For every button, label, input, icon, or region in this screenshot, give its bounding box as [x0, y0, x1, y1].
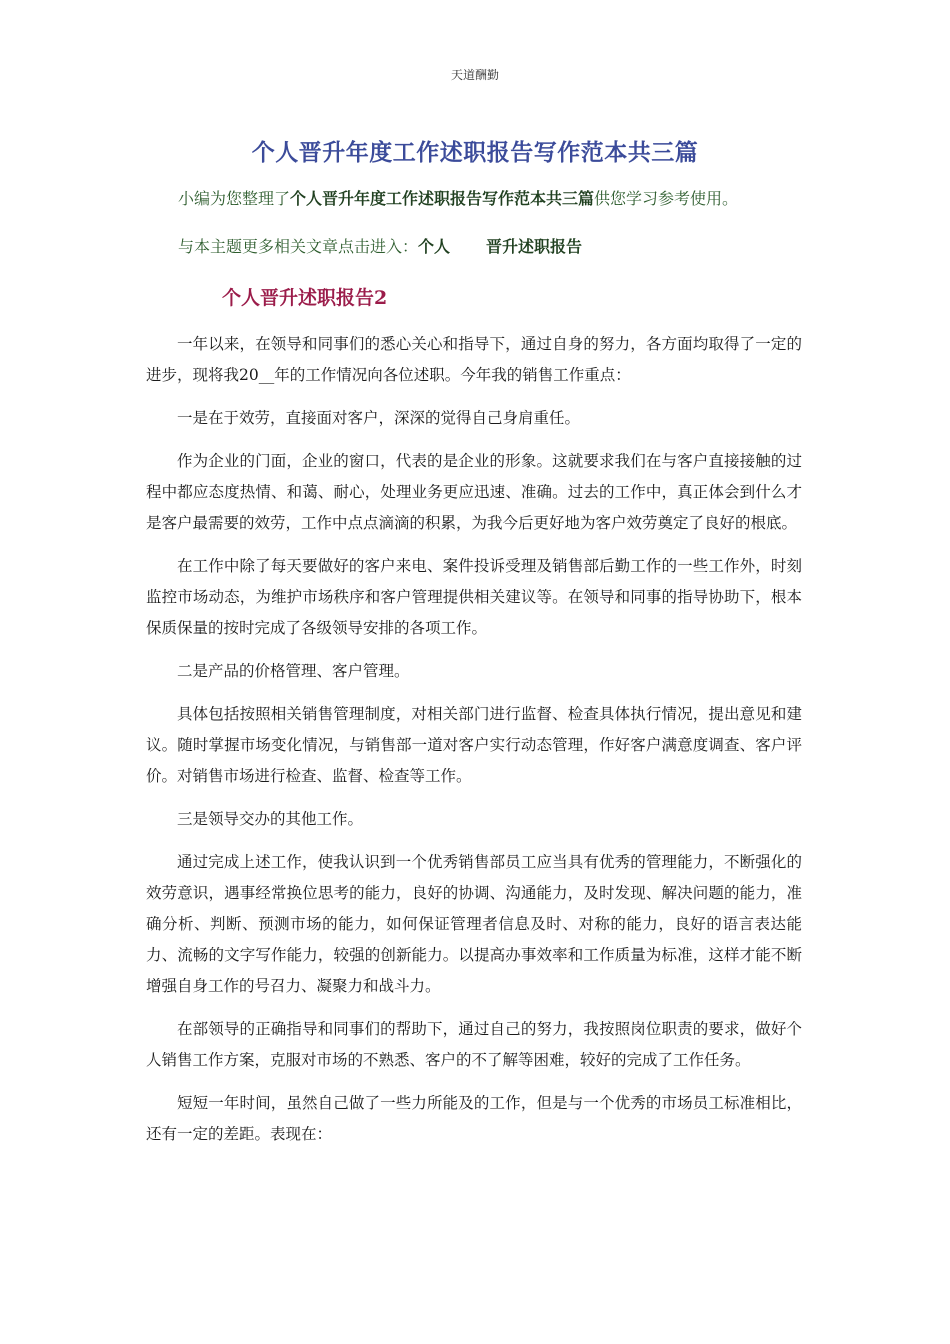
- intro-suffix: 供您学习参考使用。: [594, 189, 739, 208]
- intro-line: [178, 186, 738, 209]
- document-title: 个人晋升年度工作述职报告写作范本共三篇: [251, 139, 699, 166]
- paragraph: 三是领导交办的其他工作。: [177, 810, 364, 828]
- paragraph: 通过完成上述工作，使我认识到一个优秀销售部员工应当具有优秀的管理能力，不断强化的效劳意识，遇事经常换位思考的能力，良好的协调、沟通能力，及时发现、解决问题的能力，准确分析、判断、预测市场的能力，如何保证管理者信息及时、对称的能力，良好的语言表达能力、流畅的文字写作能力，较强的创新能力。以提高办事效率和工作质量为标准，这样才能不断增强自身工作的号召力、凝聚力和战斗力。: [146, 853, 802, 995]
- page-header: 天道酬勤: [450, 68, 499, 82]
- paragraph: 在工作中除了每天要做好的客户来电、案件投诉受理及销售部后勤工作的一些工作外，时刻监控市场动态，为维护市场秩序和客户管理提供相关建议等。在领导和同事的指导协助下，根本保质保量的按时完成了各级领导安排的各项工作。: [146, 557, 802, 637]
- intro-highlight: 个人晋升年度工作述职报告写作范本共三篇: [290, 189, 595, 208]
- paragraph: 作为企业的门面，企业的窗口，代表的是企业的形象。这就要求我们在与客户直接接触的过程中都应态度热情、和蔼、耐心，处理业务更应迅速、准确。过去的工作中，真正体会到什么才是客户最需要的效劳，工作中点点滴滴的积累，为我今后更好地为客户效劳奠定了良好的根底。: [146, 452, 802, 532]
- related-link-personal[interactable]: 个人: [418, 237, 451, 256]
- report-body: [146, 329, 802, 1162]
- paragraph: 一是在于效劳，直接面对客户，深深的觉得自己身肩重任。: [177, 409, 581, 427]
- paragraph: 具体包括按照相关销售管理制度，对相关部门进行监督、检查具体执行情况，提出意见和建议。随时掌握市场变化情况，与销售部一道对客户实行动态管理，作好客户满意度调查、客户评价。对销售市场进行检查、监督、检查等工作。: [146, 705, 802, 785]
- paragraph: 短短一年时间，虽然自己做了一些力所能及的工作，但是与一个优秀的市场员工标准相比，还有一定的差距。表现在：: [146, 1094, 802, 1143]
- related-link-promotion-report[interactable]: 晋升述职报告: [486, 237, 583, 256]
- related-label: 与本主题更多相关文章点击进入：: [178, 237, 419, 256]
- section-title: 个人晋升述职报告2: [222, 287, 388, 309]
- paragraph: 在部领导的正确指导和同事们的帮助下，通过自己的努力，我按照岗位职责的要求，做好个人销售工作方案，克服对市场的不熟悉、客户的不了解等困难，较好的完成了工作任务。: [146, 1020, 802, 1069]
- paragraph: 一年以来，在领导和同事们的悉心关心和指导下，通过自身的努力，各方面均取得了一定的进步，现将我20__年的工作情况向各位述职。今年我的销售工作重点：: [146, 335, 802, 384]
- related-articles-line: [178, 234, 582, 257]
- intro-prefix: 小编为您整理了: [178, 189, 291, 208]
- paragraph: 二是产品的价格管理、客户管理。: [177, 662, 410, 680]
